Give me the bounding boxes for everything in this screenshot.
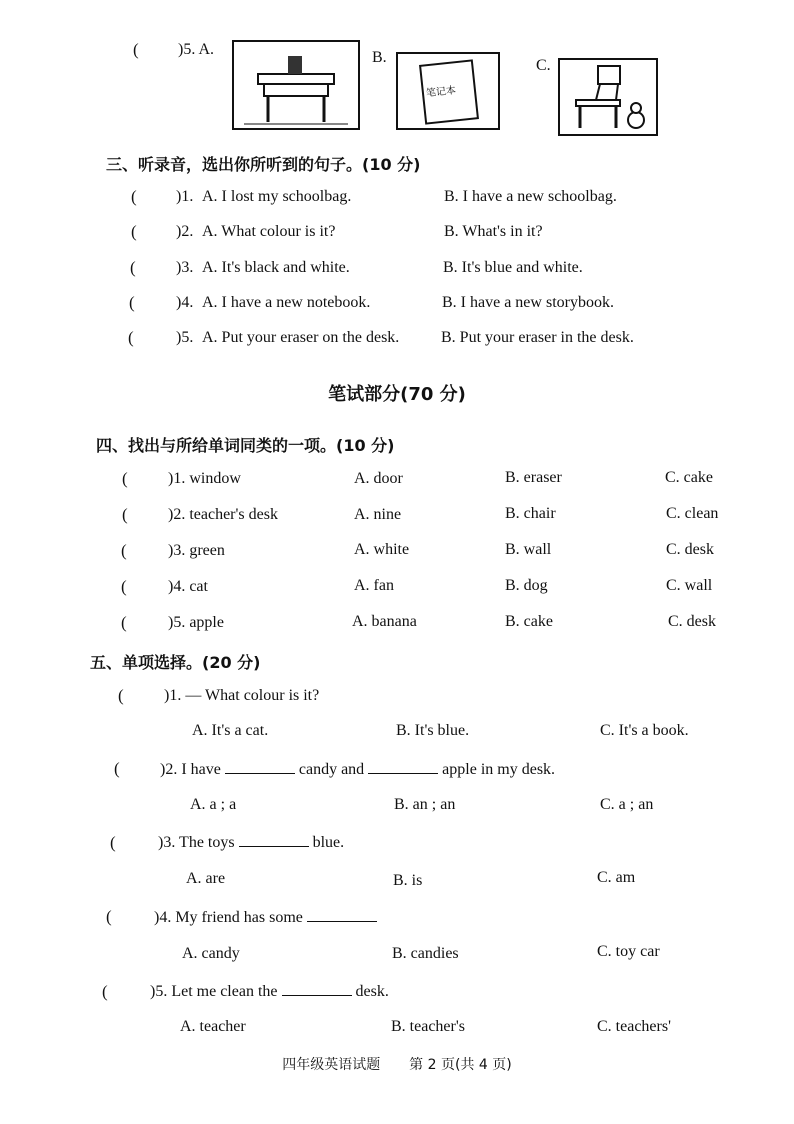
- option-b: B. eraser: [505, 469, 562, 486]
- page-number: 第 2 页(共 4 页): [409, 1057, 512, 1073]
- option-c: C. desk: [668, 613, 716, 630]
- option-c: C. teachers': [597, 1018, 671, 1035]
- given-word: )3. green: [168, 542, 225, 559]
- option-b: B. candies: [392, 945, 459, 962]
- answer-paren[interactable]: (: [128, 328, 134, 347]
- answer-blank[interactable]: [368, 759, 438, 774]
- section-3-heading: 三、听录音，选出你所听到的句子。(10 分): [106, 155, 421, 174]
- option-b: B. What's in it?: [444, 223, 543, 240]
- answer-paren[interactable]: (: [121, 577, 127, 596]
- answer-paren[interactable]: (: [122, 505, 128, 524]
- written-part-heading: 笔试部分(70 分): [328, 384, 466, 405]
- option-c-label: C.: [536, 57, 551, 74]
- option-c: C. a ; an: [600, 796, 654, 813]
- option-a: A. Put your eraser on the desk.: [202, 329, 400, 346]
- answer-blank[interactable]: [239, 832, 309, 847]
- desk-picture: [232, 40, 360, 130]
- question-text: )5. Let me clean the desk.: [150, 983, 389, 1000]
- option-a: A. door: [354, 470, 403, 487]
- option-a: A. are: [186, 870, 226, 887]
- option-a: A. fan: [354, 577, 394, 594]
- answer-paren[interactable]: (: [130, 258, 136, 277]
- option-a: A. banana: [352, 613, 417, 630]
- answer-paren[interactable]: (: [114, 759, 120, 778]
- option-b: B. an ; an: [394, 796, 456, 813]
- answer-paren[interactable]: (: [110, 833, 116, 852]
- option-b: B. I have a new schoolbag.: [444, 188, 617, 205]
- question-number: )5. A.: [178, 41, 214, 58]
- question-text: )2. I have candy and apple in my desk.: [160, 761, 556, 778]
- option-b: B. wall: [505, 541, 552, 558]
- option-b: B. Put your eraser in the desk.: [441, 329, 634, 346]
- answer-blank[interactable]: [225, 759, 295, 774]
- option-b: B. chair: [505, 505, 556, 522]
- option-a: A. candy: [182, 945, 240, 962]
- answer-paren[interactable]: (: [102, 982, 108, 1001]
- option-a: A. I have a new notebook.: [202, 294, 371, 311]
- option-b: B. is: [393, 872, 423, 889]
- chair-picture: [558, 58, 658, 136]
- notebook-picture: [396, 52, 500, 130]
- option-c: C. desk: [666, 541, 714, 558]
- footer-title: 四年级英语试题: [282, 1057, 381, 1073]
- option-b: B. cake: [505, 613, 553, 630]
- given-word: )1. window: [168, 470, 241, 487]
- question-number: )2.: [176, 223, 194, 240]
- notebook-icon: 笔记本: [419, 59, 479, 124]
- option-c: C. am: [597, 869, 636, 886]
- question-number: )3.: [176, 259, 194, 276]
- question-number: )4.: [176, 294, 194, 311]
- answer-paren[interactable]: (: [121, 613, 127, 632]
- option-b: B. I have a new storybook.: [442, 294, 614, 311]
- option-a: A. teacher: [180, 1018, 246, 1035]
- option-c: C. cake: [665, 469, 713, 486]
- option-b: B. It's blue.: [396, 722, 470, 739]
- option-b: B. It's blue and white.: [443, 259, 583, 276]
- option-a: A. It's black and white.: [202, 259, 350, 276]
- question-text: )4. My friend has some: [154, 907, 381, 928]
- option-b: B. teacher's: [391, 1018, 465, 1035]
- option-a: A. nine: [354, 506, 402, 523]
- answer-paren[interactable]: (: [131, 187, 137, 206]
- option-a: A. I lost my schoolbag.: [202, 188, 352, 205]
- answer-paren[interactable]: (: [106, 907, 112, 926]
- answer-paren[interactable]: (: [122, 469, 128, 488]
- answer-blank[interactable]: [282, 981, 352, 996]
- option-a: A. white: [354, 541, 410, 558]
- answer-paren[interactable]: (: [118, 686, 124, 705]
- desk-icon: [234, 42, 358, 128]
- option-b: B. dog: [505, 577, 548, 594]
- option-b-label: B.: [372, 49, 387, 66]
- page-footer: [0, 1054, 794, 1074]
- chair-icon: [560, 60, 656, 134]
- given-word: )2. teacher's desk: [168, 506, 278, 523]
- question-number: )5.: [176, 329, 194, 346]
- given-word: )4. cat: [168, 578, 208, 595]
- given-word: )5. apple: [168, 614, 224, 631]
- option-c: C. clean: [666, 505, 719, 522]
- answer-paren[interactable]: (: [129, 293, 135, 312]
- answer-paren[interactable]: (: [131, 222, 137, 241]
- option-c: C. It's a book.: [600, 722, 689, 739]
- option-a: A. It's a cat.: [192, 722, 269, 739]
- option-c: C. toy car: [597, 943, 660, 960]
- answer-paren[interactable]: (: [133, 40, 139, 59]
- section-4-heading: 四、找出与所给单词同类的一项。(10 分): [96, 436, 395, 455]
- option-a: A. a ; a: [190, 796, 237, 813]
- question-text: )3. The toys blue.: [158, 834, 345, 851]
- option-a: A. What colour is it?: [202, 223, 336, 240]
- answer-blank[interactable]: [307, 907, 377, 922]
- option-c: C. wall: [666, 577, 713, 594]
- question-text: )1. — What colour is it?: [164, 687, 320, 704]
- answer-paren[interactable]: (: [121, 541, 127, 560]
- question-number: )1.: [176, 188, 194, 205]
- section-5-heading: 五、单项选择。(20 分): [90, 653, 261, 672]
